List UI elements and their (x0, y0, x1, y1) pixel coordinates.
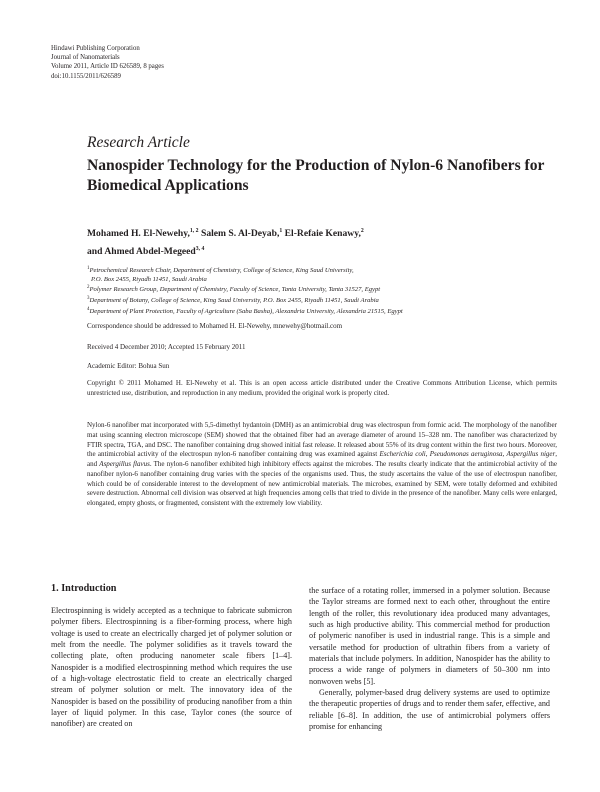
received-dates: Received 4 December 2010; Accepted 15 February 2011 (87, 343, 246, 351)
author-name: Mohamed H. El-Newehy, (87, 228, 190, 240)
abstract: Nylon-6 nanofiber mat incorporated with 5,5-dimethyl hydantoin (DMH) as an antimicrobial drug was electrospun from formic acid. The morphology of the nanofiber mat using scanning electron microscope (SEM) showed that the obtained fiber had an average diameter of around 15–328 nm. The nanofiber was characterized by FTIR spectra, TGA, and DSC. The nanofiber containing drug showed initial fast release. It released about 55% of its drug content within the first two hours. Moreover, the antimicrobial activity of the electrospun nylon-6 nanofiber containing drug was examined against Escherichia coli, Pseudomonas aeruginosa, Aspergillus niger, and Aspergillus flavus. The nylon-6 nanofiber exhibited high inhibitory effects against the microbes. The results clearly indicate that the antimicrobial activity of the nanofiber nylon-6 nanofiber containing drug varies with the species of the organisms used. Thus, the study ascertains the value of the use of electrospun nanofiber, which could be of considerable interest to the development of new antimicrobial materials. The microbes, examined by SEM, were totally deformed and exhibited severe destruction. Abnormal cell division was observed at high frequencies among cells that tried to divide in the presence of the nanofiber. Many cells were enlarged, elongated, empty ghosts, or fragmented, consistent with the extremely low viability. (87, 421, 558, 507)
author-name: Salem S. Al-Deyab, (200, 228, 280, 240)
volume-info: Volume 2011, Article ID 626589, 8 pages (51, 63, 164, 71)
body-column-left (51, 605, 292, 730)
author-affiliation-marker: 1, 2 (189, 228, 199, 234)
affiliation-item: $^3$Department of Botany, College of Science, King Saud University, P.O. Box 2455, Riyadh 11451, Saudi Arabia (87, 296, 379, 305)
article-type: Research Article (87, 134, 190, 151)
organism-name: Pseudomonas aeruginosa (429, 450, 503, 459)
affiliation-item: $^2$Polymer Research Group, Department of Chemistry, Faculty of Science, Tanta University, Tanta 31527, Egypt (87, 285, 381, 294)
author-affiliation-marker: 1 (279, 228, 283, 234)
body-paragraph: the surface of a rotating roller, immersed in a polymer solution. Because the Taylor streams are formed next to each other, throughout the entire length of the roller, this revolutionary idea produced many advantages, such as high productive ability. This commercial method for production of polymeric nanofiber is used in industrial range. This is a simple and versatile method for production of ultrathin fibers from a variety of materials that include polymers. In addition, Nanospider has the ability to process a wide range of polymers in diameters of 50–300 nm into nonwoven webs [5]. (309, 586, 550, 686)
author-name: El-Refaie Kenawy, (284, 228, 361, 240)
affiliation-list (87, 265, 557, 317)
author-affiliation-marker: 2 (360, 228, 364, 234)
academic-editor: Academic Editor: Bohua Sun (87, 362, 170, 370)
author-affiliation-marker: 3, 4 (195, 245, 205, 252)
author-list (87, 224, 557, 259)
copyright-notice: Copyright © 2011 Mohamed H. El-Newehy et al. This is an open access article distributed under the Creative Commons Attribution License, which permits unrestricted use, distribution, and reproduction in any medium, provided the original work is properly cited. (87, 379, 557, 397)
publisher-name: Hindawi Publishing Corporation (51, 45, 140, 52)
paper-title: Nanospider Technology for the Production of Nylon-6 Nanofibers for Biomedical Applications (87, 157, 545, 194)
affiliation-item: $^1$Petrochemical Research Chair, Department of Chemistry, College of Science, King Saud University, (87, 266, 354, 275)
affiliation-item: $^4$Department of Plant Protection, Faculty of Agriculture (Saba Basha), Alexandria University, Alexandria 21515, Egypt (87, 306, 403, 316)
organism-name: Escherichia coli (379, 450, 426, 459)
affiliation-item-continued: P.O. Box 2455, Riyadh 11451, Saudi Arabia (91, 275, 207, 283)
body-column-right (309, 585, 550, 732)
doi[interactable]: doi:10.1155/2011/626589 (51, 72, 121, 80)
organism-name: Aspergillus niger (506, 450, 556, 459)
correspondence: Correspondence should be addressed to Mohamed H. El-Newehy, mnewehy@hotmail.com (87, 322, 343, 330)
author-name: and Ahmed Abdel-Megeed (87, 245, 196, 257)
body-paragraph: Electrospinning is widely accepted as a technique to fabricate submicron polymer fibers. Electrospinning is a fiber-forming process, where high voltage is used to create an electrically charged jet of polymer solution or melt from the needle. The polymer solidifies as it travels toward the collecting plate, often producing nanometer scale fibers [1–4]. Nanospider is a modified electrospinning method which requires the use of a high-voltage electrostatic field to create an electrically charged stream of polymer solution or melt. The innovatory idea of the Nanospider is based on the possibility of producing nanofiber from a thin layer of liquid polymer. In this case, Taylor cones (the source of nanofiber) are created on (51, 606, 292, 729)
journal-header (51, 44, 164, 81)
section-heading: 1. Introduction (51, 583, 117, 594)
journal-name: Journal of Nanomaterials (51, 54, 120, 62)
body-paragraph: Generally, polymer-based drug delivery systems are used to optimize the therapeutic properties of drugs and to render them safer, effective, and reliable [6–8]. In addition, the use of antimicrobial polymers offers promise for enhancing (309, 688, 550, 732)
organism-name: Aspergillus flavus (99, 460, 150, 468)
